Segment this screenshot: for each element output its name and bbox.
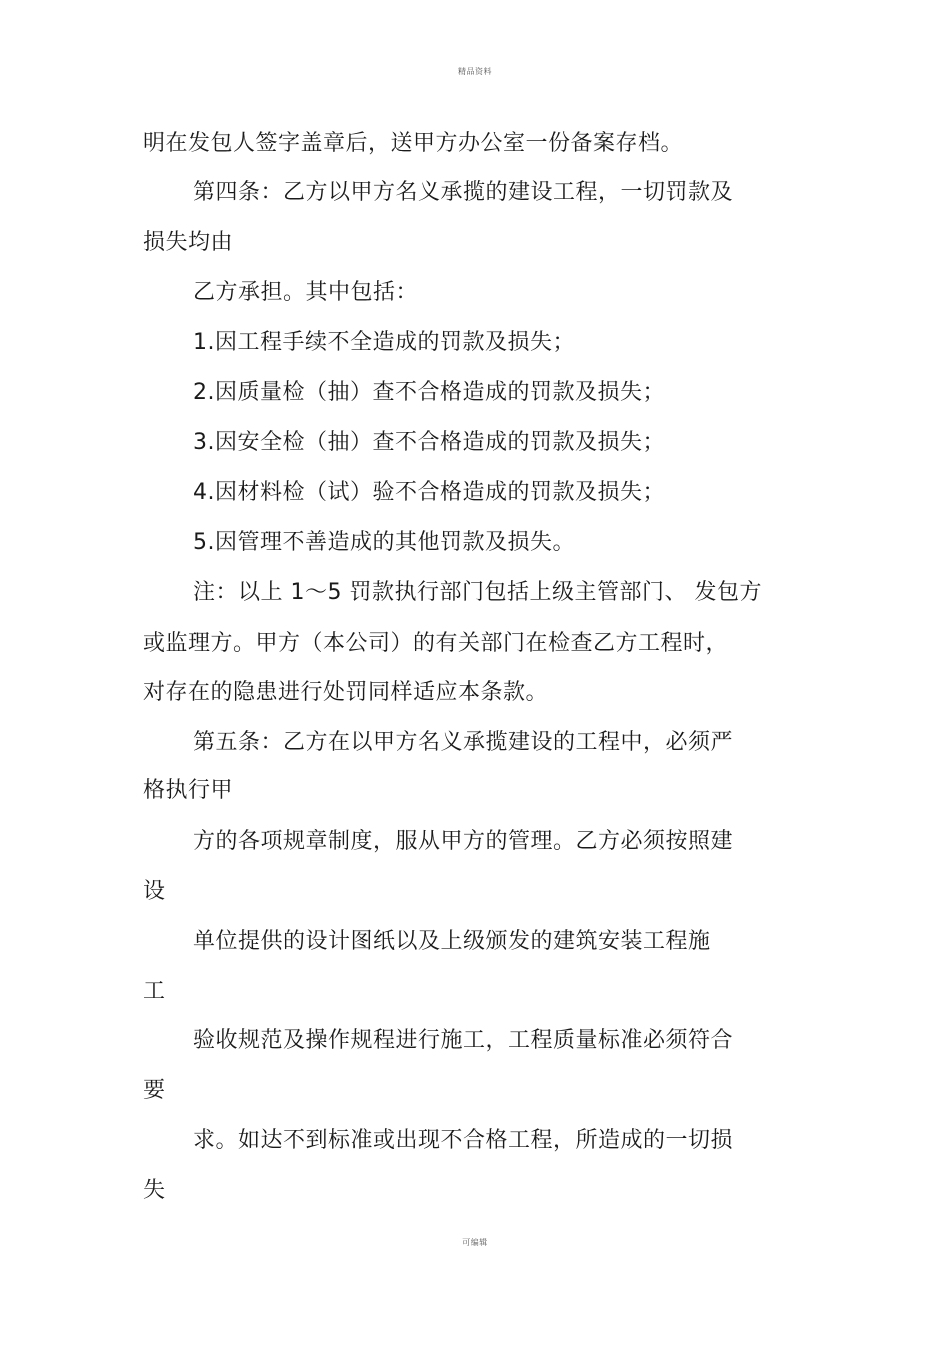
page-header: 精品资料 xyxy=(458,67,492,76)
body-line: 格执行甲 xyxy=(143,778,234,803)
body-line: 或监理方。甲方（本公司）的有关部门在检查乙方工程时， xyxy=(143,631,729,656)
body-line: 乙方承担。其中包括： xyxy=(193,280,419,305)
body-line: 方的各项规章制度，服从甲方的管理。乙方必须按照建 xyxy=(193,829,734,854)
body-line: 1.因工程手续不全造成的罚款及损失； xyxy=(193,330,575,355)
body-line: 求。如达不到标准或出现不合格工程，所造成的一切损 xyxy=(193,1128,734,1153)
body-line: 设 xyxy=(143,879,166,904)
body-line: 工 xyxy=(143,979,166,1004)
body-line: 3.因安全检（抽）查不合格造成的罚款及损失； xyxy=(193,430,665,455)
body-line: 4.因材料检（试）验不合格造成的罚款及损失； xyxy=(193,480,665,505)
body-line: 第四条：乙方以甲方名义承揽的建设工程，一切罚款及 xyxy=(193,180,734,205)
body-line: 5.因管理不善造成的其他罚款及损失。 xyxy=(193,530,575,555)
body-line: 单位提供的设计图纸以及上级颁发的建筑安装工程施 xyxy=(193,929,711,954)
body-line: 损失均由 xyxy=(143,230,234,255)
body-line: 2.因质量检（抽）查不合格造成的罚款及损失； xyxy=(193,380,665,405)
body-line: 明在发包人签字盖章后，送甲方办公室一份备案存档。 xyxy=(143,131,684,156)
page-footer: 可编辑 xyxy=(462,1238,488,1247)
body-line: 验收规范及操作规程进行施工，工程质量标准必须符合 xyxy=(193,1028,734,1053)
body-line: 要 xyxy=(143,1078,166,1103)
body-line: 对存在的隐患进行处罚同样适应本条款。 xyxy=(143,680,549,705)
body-line: 注：以上 1～5 罚款执行部门包括上级主管部门、 发包方 xyxy=(193,580,762,605)
body-line: 失 xyxy=(143,1178,166,1203)
body-line: 第五条：乙方在以甲方名义承揽建设的工程中，必须严 xyxy=(193,730,734,755)
